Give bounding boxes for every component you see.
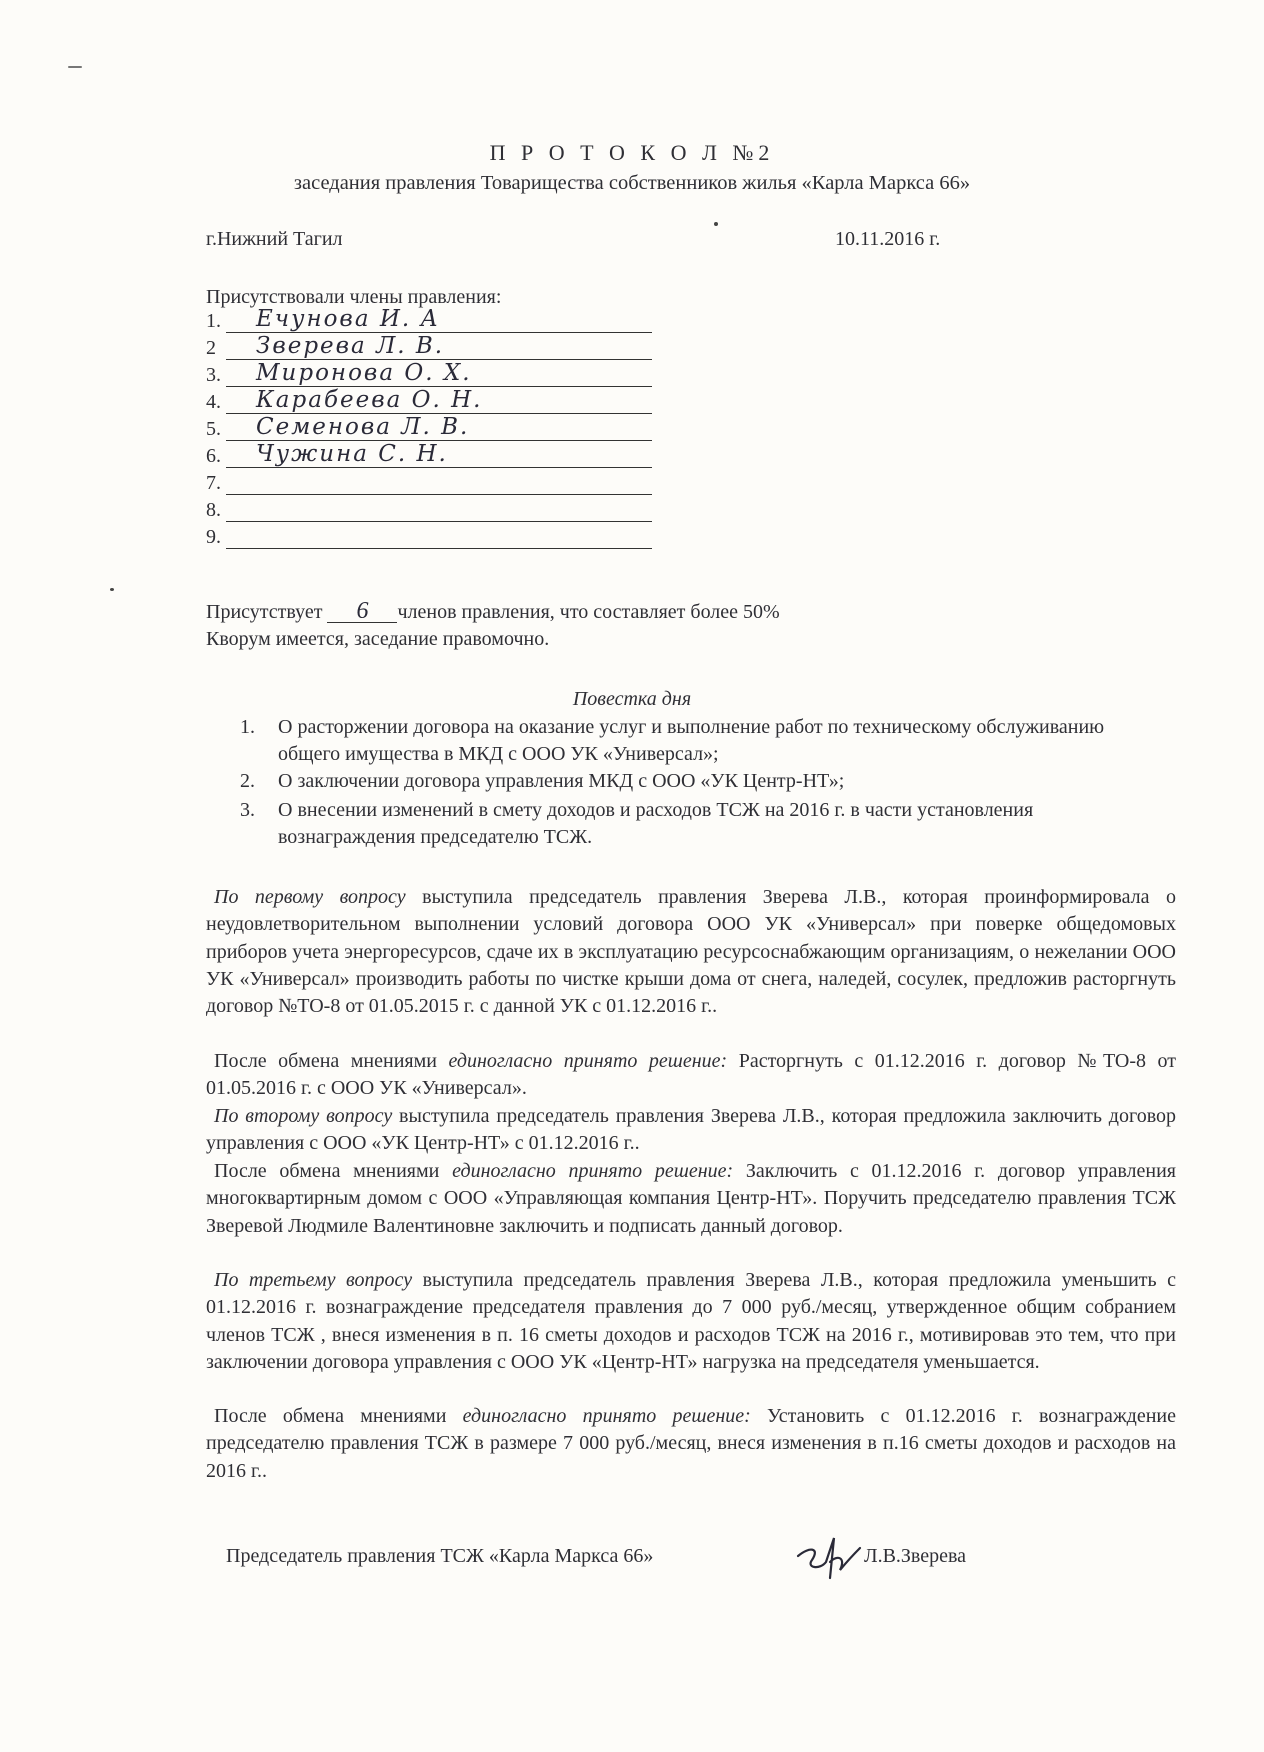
document-date: 10.11.2016 г. [835, 228, 941, 250]
agenda-item-number: 2. [240, 770, 255, 792]
decision-pre: После обмена мнениями [214, 1160, 453, 1182]
attendance-prefix: Присутствует [206, 601, 328, 623]
decision-text: Установить с 01.12.2016 г. вознаграждение председателю правления ТСЖ в размере 7 000 руб./месяц, внеся изменения в п.16 сметы доходов и расходов на 2016 г.. [206, 1405, 1176, 1482]
city: г.Нижний Тагил [206, 228, 343, 250]
attendance-count [206, 600, 780, 624]
member-number: 5. [206, 418, 221, 440]
decision-lead: единогласно принято решение: [452, 1160, 734, 1182]
member-number: 9. [206, 526, 221, 548]
agenda-item-number: 3. [240, 799, 255, 821]
discussion-lead: По первому вопросу [214, 886, 406, 908]
discussion-question-1 [206, 884, 1176, 1020]
agenda-title: Повестка дня [572, 688, 692, 710]
attendance-value: 6 [327, 600, 397, 623]
discussion-lead: По третьему вопросу [214, 1269, 413, 1291]
member-number: 8. [206, 499, 221, 521]
decision-lead: единогласно принято решение: [448, 1050, 728, 1072]
discussion-text: выступила председатель правления Зверева Л.В., которая предложила уменьшить с 01.12.2016 г. вознаграждение председателя правления до 7 000 руб./месяц, утвержденное общим собранием членов ТСЖ , внеся изменения в п. 16 сметы доходов и расходов ТСЖ на 2016 г., мотивировав это тем, что при заключении договора управления с ООО УК «Центр-НТ» нагрузка на председателя уменьшается. [206, 1269, 1176, 1373]
document-title: П Р О Т О К О Л №2 [489, 140, 775, 165]
discussion-text: выступила председатель правления Зверева Л.В., которая проинформировала о неудовлетворительном выполнении условий договора ООО УК «Универсал» при поверке общедомовых приборов учета энергоресурсов, сдаче их в эксплуатацию ресурсоснабжающим организациям, о нежелании ООО УК «Универсал» производить работы по чистке крыши дома от снега, наледей, сосулек, предложив расторгнуть договор №ТО-8 от 01.05.2015 г. с данной УК с 01.12.2016 г.. [206, 886, 1177, 1018]
signatory-role: Председатель правления ТСЖ «Карла Маркса 66» [226, 1545, 654, 1567]
member-handwritten-name: Чужина С. Н. [256, 441, 448, 467]
decision-2 [206, 1158, 1176, 1240]
decision-3 [206, 1403, 1176, 1485]
member-line [226, 521, 652, 522]
member-row [206, 496, 652, 524]
member-row [206, 307, 652, 335]
member-number: 1. [206, 310, 221, 332]
agenda-item-text: О внесении изменений в смету доходов и расходов ТСЖ на 2016 г. в части установления вознаграждения председателю ТСЖ. [278, 799, 1034, 848]
member-handwritten-name: Карабеева О. Н. [256, 387, 483, 413]
attendance-suffix: членов правления, что составляет более 50% [397, 601, 780, 623]
member-handwritten-name: Ечунова И. А [256, 306, 440, 332]
decision-pre: После обмена мнениями [214, 1405, 463, 1427]
present-members-label: Присутствовали члены правления: [206, 286, 502, 308]
decision-1 [206, 1048, 1176, 1103]
discussion-lead: По второму вопросу [214, 1105, 393, 1127]
discussion-question-3 [206, 1267, 1176, 1376]
member-line [226, 548, 652, 549]
decision-pre: После обмена мнениями [214, 1050, 449, 1072]
agenda-item-text: О заключении договора управления МКД с ООО «УК Центр-НТ»; [278, 770, 845, 792]
scan-speck [110, 588, 114, 591]
agenda-item-number: 1. [240, 716, 255, 738]
signature-mark [790, 1518, 870, 1588]
member-number: 7. [206, 472, 221, 494]
member-row [206, 523, 652, 551]
member-number: 3. [206, 364, 221, 386]
member-row [206, 442, 652, 470]
member-row [206, 361, 652, 389]
member-row [206, 334, 652, 362]
member-row [206, 388, 652, 416]
member-handwritten-name: Миронова О. Х. [256, 360, 472, 386]
member-line [226, 467, 652, 468]
member-handwritten-name: Семенова Л. В. [256, 414, 470, 440]
signatory-name: Л.В.Зверева [864, 1545, 967, 1567]
decision-lead: единогласно принято решение: [462, 1405, 751, 1427]
member-number: 6. [206, 445, 221, 467]
member-number: 2 [206, 337, 216, 359]
quorum-statement: Кворум имеется, заседание правомочно. [206, 628, 550, 650]
scan-speck [714, 222, 718, 226]
member-row [206, 469, 652, 497]
member-handwritten-name: Зверева Л. В. [256, 333, 445, 359]
decision-text: Заключить с 01.12.2016 г. договор управления многоквартирным домом с ООО «Управляющая компания Центр-НТ». Поручить председателю правления ТСЖ Зверевой Людмиле Валентиновне заключить и подписать данный договор. [206, 1160, 1176, 1237]
agenda-item-text: О расторжении договора на оказание услуг и выполнение работ по техническому обслуживанию общего имущества в МКД с ООО УК «Универсал»; [278, 716, 1105, 765]
scan-speck [68, 66, 82, 68]
member-row [206, 415, 652, 443]
member-number: 4. [206, 391, 221, 413]
document-subtitle: заседания правления Товарищества собственников жилья «Карла Маркса 66» [293, 172, 971, 194]
decision-text: Расторгнуть с 01.12.2016 г. договор №ТО-8 от 01.05.2016 г. с ООО УК «Универсал». [206, 1050, 1176, 1100]
member-line [226, 494, 652, 495]
discussion-text: выступила председатель правления Зверева Л.В., которая предложила заключить договор управления с ООО «УК Центр-НТ» с 01.12.2016 г.. [206, 1105, 1176, 1155]
discussion-question-2 [206, 1103, 1176, 1158]
